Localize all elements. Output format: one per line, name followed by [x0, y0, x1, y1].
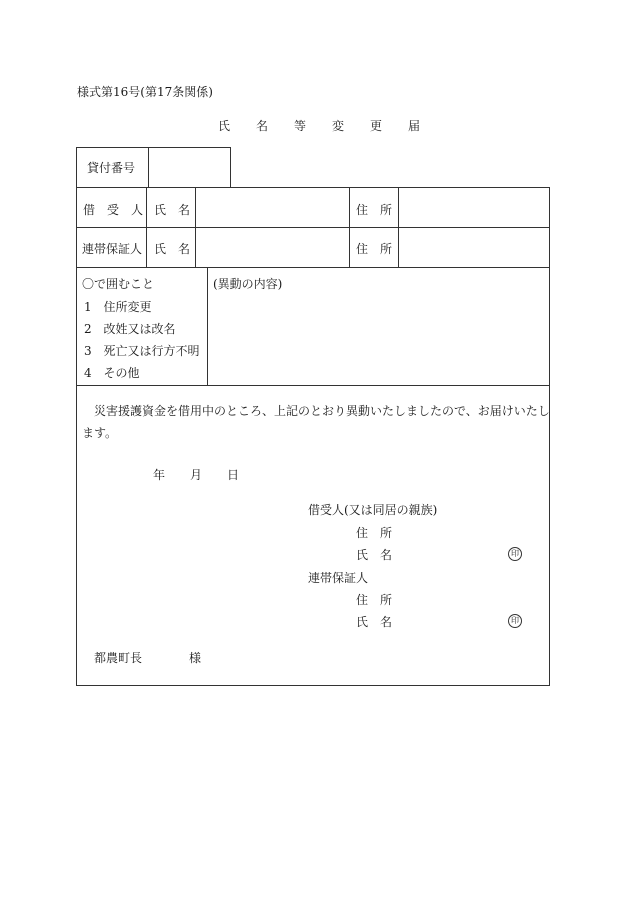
borrower-address-field[interactable] [402, 190, 545, 224]
date-year: 年 [153, 468, 166, 482]
guarantor-label: 連帯保証人 [82, 242, 143, 256]
guarantor-address-field[interactable] [402, 230, 545, 264]
seal-icon: 印 [508, 547, 522, 561]
borrower-signature-address-label: 住所 [356, 526, 405, 540]
guarantor-signature-name-label: 氏名 [356, 615, 405, 629]
guarantor-name-label: 氏名 [154, 242, 203, 256]
change-item[interactable] [84, 364, 139, 381]
change-item-number: 3 [84, 344, 92, 358]
change-item-number: 4 [84, 366, 92, 380]
change-item-text: 改姓又は改名 [103, 322, 176, 336]
borrower-name-label: 氏名 [154, 203, 203, 217]
loan-number-label: 貸付番号 [87, 161, 136, 175]
guarantor-address-label: 住所 [356, 242, 405, 256]
loan-number-field[interactable] [152, 150, 226, 184]
form-number: 様式第16号(第17条関係) [77, 85, 213, 99]
borrower-name-field[interactable] [199, 190, 345, 224]
guarantor-name-field[interactable] [199, 230, 345, 264]
addressee-office: 都農町長 [94, 651, 143, 665]
borrower-address-label: 住所 [356, 203, 405, 217]
change-item[interactable] [84, 298, 151, 315]
date-month: 月 [190, 468, 203, 482]
guarantor-signature-heading: 連帯保証人 [308, 571, 369, 585]
seal-icon: 印 [508, 614, 522, 628]
document-title: 氏名等変更届 [218, 119, 447, 133]
borrower-signature-heading: 借受人(又は同居の親族) [308, 503, 438, 517]
change-instruction: 〇で囲むこと [82, 277, 155, 291]
guarantor-signature-address-label: 住所 [356, 593, 405, 607]
date-day: 日 [227, 468, 240, 482]
change-item-number: 1 [84, 300, 92, 314]
borrower-label: 借受人 [83, 203, 156, 217]
addressee-honorific: 様 [189, 651, 202, 665]
change-item-number: 2 [84, 322, 92, 336]
change-item[interactable] [84, 320, 175, 337]
statement-line-1: 災害援護資金を借用中のところ、上記のとおり異動いたしましたので、お届けいたし [94, 404, 550, 418]
change-item-text: 死亡又は行方不明 [103, 344, 200, 358]
change-item[interactable] [84, 342, 199, 359]
borrower-signature-name-label: 氏名 [356, 548, 405, 562]
change-item-text: 住所変更 [103, 300, 152, 314]
change-item-text: その他 [103, 366, 140, 380]
change-content-label: (異動の内容) [213, 277, 283, 291]
statement-line-2: ます。 [82, 426, 118, 440]
